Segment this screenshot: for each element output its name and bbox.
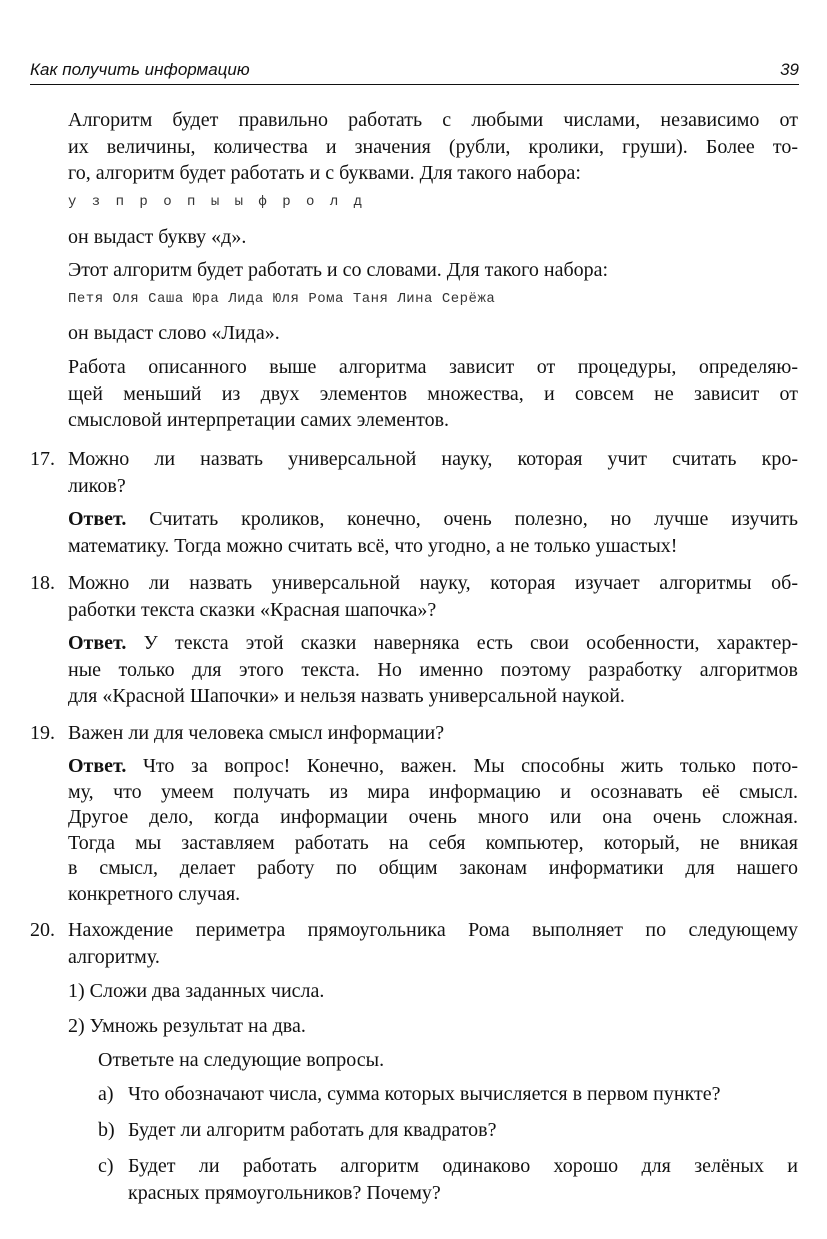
text-line: для «Красной Шапочки» и нельзя назвать универсальной наукой.	[68, 685, 625, 707]
sub-question-number: b)	[98, 1119, 115, 1141]
paragraph	[68, 354, 798, 434]
question-17	[68, 446, 798, 499]
page-number: 39	[780, 60, 799, 79]
text-line: му, что умеем получать из мира информацию и осознавать её смысл.	[68, 780, 798, 803]
step-text: Сложи два заданных числа.	[89, 980, 325, 1002]
answer-17	[68, 506, 798, 559]
algorithm-step	[68, 978, 324, 1005]
text-line: смысловой интерпретации самих элементов.	[68, 409, 450, 431]
question-number: 17.	[30, 448, 55, 470]
running-header	[30, 58, 799, 85]
text-line: в смысл, делает работу по общим законам информатики для нашего	[68, 857, 798, 879]
answer-label: Ответ.	[68, 755, 127, 777]
text-line: Тогда мы заставляем работать на себя компьютер, который, не вникая	[68, 831, 798, 854]
text-line: Работа описанного выше алгоритма зависит от процедуры, определяю-	[68, 356, 798, 378]
question-18	[68, 570, 798, 623]
text-line: математику. Тогда можно считать всё, что угодно, а не только ушастых!	[68, 534, 678, 557]
text-line: го, алгоритм будет работать и с буквами. Для такого набора:	[68, 162, 581, 184]
question-19	[68, 720, 444, 747]
step-number: 2)	[68, 1015, 85, 1037]
sub-question-number: a)	[98, 1083, 114, 1105]
text-line: Будет ли работать алгоритм одинаково хорошо для зелёных и	[128, 1155, 798, 1177]
paragraph: Этот алгоритм будет работать и со словами. Для такого набора:	[68, 259, 609, 281]
word-set: Петя Оля Саша Юра Лида Юля Рома Таня Лина Серёжа	[68, 291, 496, 307]
answer-19	[68, 754, 798, 907]
sub-question	[128, 1153, 798, 1206]
text-line: Можно ли назвать универсальной науку, которая изучает алгоритмы об-	[68, 572, 798, 594]
text-line: Нахождение периметра прямоугольника Рома выполняет по следующему	[68, 919, 798, 941]
algorithm-step	[68, 1013, 306, 1040]
text-line: Считать кроликов, конечно, очень полезно, но лучше изучить	[149, 508, 799, 530]
text-line: красных прямоугольников? Почему?	[128, 1181, 441, 1204]
text-line: работки текста сказки «Красная шапочка»?	[68, 598, 437, 621]
answer-label: Ответ.	[68, 632, 127, 654]
paragraph: он выдаст слово «Лида».	[68, 322, 280, 344]
question-number: 20.	[30, 919, 55, 941]
sub-question: Что обозначают числа, сумма которых вычисляется в первом пункте?	[128, 1083, 721, 1105]
text-line: щей меньший из двух элементов множества, и совсем не зависит от	[68, 382, 798, 405]
step-number: 1)	[68, 980, 85, 1002]
text-line: ликов?	[68, 474, 126, 497]
text-line: Алгоритм будет правильно работать с любыми числами, независимо от	[68, 109, 798, 131]
instruction: Ответьте на следующие вопросы.	[98, 1049, 385, 1071]
paragraph	[68, 107, 798, 187]
text-line: Можно ли назвать универсальной науку, которая учит считать кро-	[68, 448, 798, 470]
sub-question: Будет ли алгоритм работать для квадратов?	[128, 1119, 497, 1141]
text-line: У текста этой сказки наверняка есть свои особенности, характер-	[143, 632, 799, 654]
letter-set: у з п р о п ы ы ф р о л д	[68, 194, 363, 210]
header-title: Как получить информацию	[30, 60, 250, 79]
text-line: их величины, количества и значения (рубли, кролики, груши). Более то-	[68, 135, 798, 158]
text-line: конкретного случая.	[68, 882, 241, 905]
sub-question-number: c)	[98, 1155, 114, 1177]
text-line: алгоритму.	[68, 945, 160, 968]
text-line: Другое дело, когда информации очень много или она очень сложная.	[68, 806, 798, 828]
text-line: Важен ли для человека смысл информации?	[68, 722, 445, 744]
answer-label: Ответ.	[68, 508, 127, 530]
question-number: 19.	[30, 722, 55, 744]
answer-18	[68, 630, 798, 710]
question-number: 18.	[30, 572, 55, 594]
text-line: Что за вопрос! Конечно, важен. Мы способны жить только пото-	[142, 755, 798, 777]
text-line: ные только для этого текста. Но именно поэтому разработку алгоритмов	[68, 658, 798, 681]
step-text: Умножь результат на два.	[89, 1015, 306, 1037]
paragraph: он выдаст букву «д».	[68, 226, 247, 248]
question-20	[68, 917, 798, 970]
